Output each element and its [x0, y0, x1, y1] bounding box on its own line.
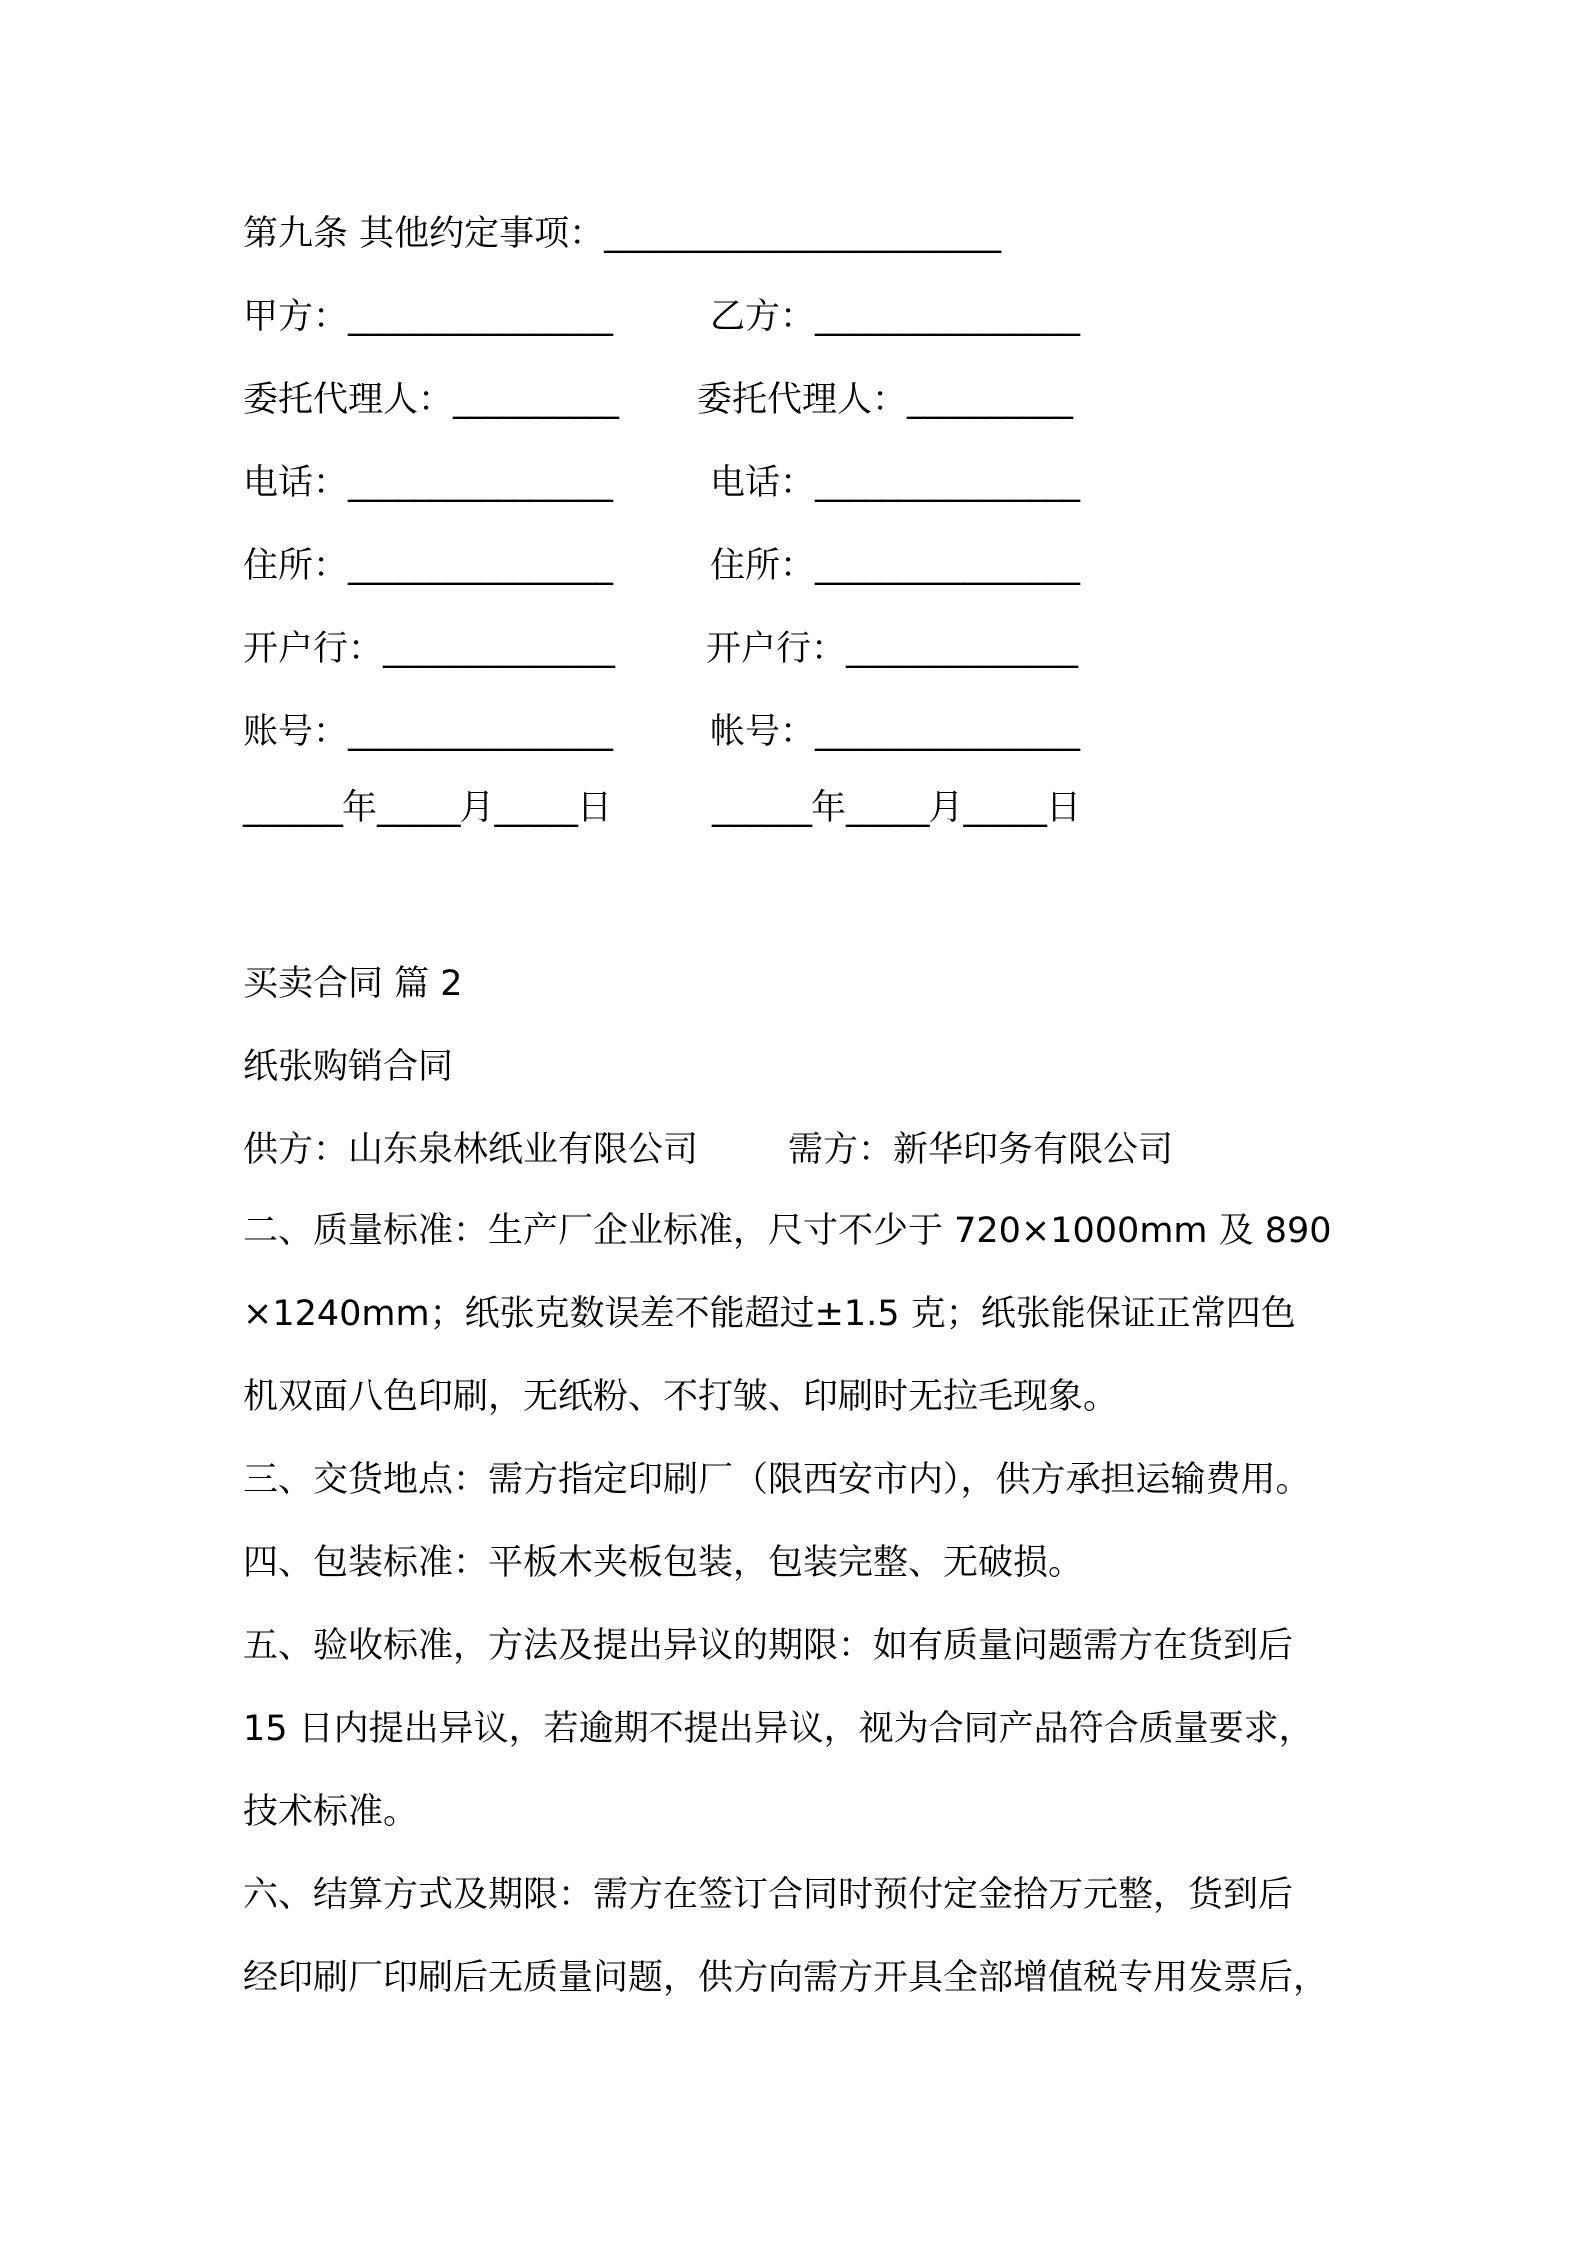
clause-line: 技术标准。: [243, 1792, 419, 1832]
party-a-blank[interactable]: ________________: [348, 297, 613, 337]
address-b-blank[interactable]: ________________: [815, 546, 1080, 586]
agent-a-label: 委托代理人：: [243, 380, 454, 420]
clause-line: 四、包装标准：平板木夹板包装，包装完整、无破损。: [243, 1543, 1084, 1583]
phone-a-label: 电话：: [243, 463, 349, 503]
account-b-blank[interactable]: ________________: [815, 712, 1080, 752]
address-a-label: 住所：: [243, 546, 349, 586]
day-a-blank[interactable]: _____: [494, 788, 578, 828]
account-a-blank[interactable]: ________________: [348, 712, 613, 752]
month-a-label: 月: [459, 788, 495, 828]
address-b-label: 住所：: [710, 546, 816, 586]
account-b-label: 帐号：: [710, 712, 816, 752]
clause-line: 15 日内提出异议，若逾期不提出异议，视为合同产品符合质量要求，: [243, 1709, 1314, 1749]
year-a-label: 年: [342, 788, 378, 828]
month-b-label: 月: [928, 788, 964, 828]
bank-a-blank[interactable]: ______________: [383, 629, 615, 669]
supplier-info: 供方：山东泉林纸业有限公司: [243, 1130, 699, 1170]
clause-line: 三、交货地点：需方指定印刷厂（限西安市内），供方承担运输费用。: [243, 1460, 1311, 1500]
contract-title: 纸张购销合同: [243, 1047, 454, 1087]
clause-line: 二、质量标准：生产厂企业标准，尺寸不少于 720×1000mm 及 890: [243, 1211, 1332, 1251]
date-row: [243, 786, 1082, 830]
party-a-label: 甲方：: [243, 297, 349, 337]
section-heading: 买卖合同 篇 2: [243, 964, 463, 1004]
day-b-label: 日: [1046, 788, 1082, 828]
phone-b-label: 电话：: [710, 463, 816, 503]
clause-packaging-standard: [243, 1522, 1373, 1605]
party-row: [243, 295, 1080, 339]
account-a-label: 账号：: [243, 712, 349, 752]
clause-delivery-location: [243, 1439, 1373, 1522]
clause-line: 五、验收标准，方法及提出异议的期限：如有质量问题需方在货到后: [243, 1626, 1294, 1666]
phone-a-blank[interactable]: ________________: [348, 463, 613, 503]
parties-line: [243, 1128, 1174, 1172]
account-row: [243, 710, 1080, 754]
phone-b-blank[interactable]: ________________: [815, 463, 1080, 503]
clause-acceptance-standard: [243, 1605, 1373, 1854]
day-b-blank[interactable]: _____: [963, 788, 1047, 828]
date-a: [243, 788, 612, 828]
year-a-blank[interactable]: ______: [243, 788, 342, 828]
year-b-blank[interactable]: ______: [712, 788, 811, 828]
bank-row: [243, 627, 1078, 671]
clause-line: ×1240mm；纸张克数误差不能超过±1.5 克；纸张能保证正常四色: [243, 1294, 1296, 1334]
other-matters-blank[interactable]: ________________________: [604, 214, 1001, 254]
article-nine-label: 第九条 其他约定事项：: [243, 214, 605, 254]
clause-quality-standard: [243, 1190, 1373, 1439]
clause-line: 六、结算方式及期限：需方在签订合同时预付定金拾万元整，货到后: [243, 1875, 1294, 1915]
bank-b-label: 开户行：: [706, 629, 847, 669]
address-a-blank[interactable]: ________________: [348, 546, 613, 586]
party-b-label: 乙方：: [710, 297, 816, 337]
agent-b-label: 委托代理人：: [697, 380, 908, 420]
month-b-blank[interactable]: _____: [846, 788, 929, 828]
phone-row: [243, 461, 1080, 505]
agent-a-blank[interactable]: __________: [453, 380, 619, 420]
address-row: [243, 544, 1080, 588]
buyer-info: 需方：新华印务有限公司: [788, 1130, 1174, 1170]
clause-line: 经印刷厂印刷后无质量问题，供方向需方开具全部增值税专用发票后，: [243, 1958, 1329, 1998]
month-a-blank[interactable]: _____: [377, 788, 460, 828]
agent-b-blank[interactable]: __________: [907, 380, 1073, 420]
clause-line: 机双面八色印刷，无纸粉、不打皱、印刷时无拉毛现象。: [243, 1377, 1119, 1417]
article-nine-line: [243, 212, 1000, 256]
date-b: [712, 786, 1081, 830]
agent-row: [243, 378, 1073, 422]
bank-b-blank[interactable]: ______________: [846, 629, 1078, 669]
party-b-blank[interactable]: ________________: [815, 297, 1080, 337]
bank-a-label: 开户行：: [243, 629, 384, 669]
year-b-label: 年: [811, 788, 847, 828]
day-a-label: 日: [577, 788, 613, 828]
clause-settlement: [243, 1854, 1373, 2020]
